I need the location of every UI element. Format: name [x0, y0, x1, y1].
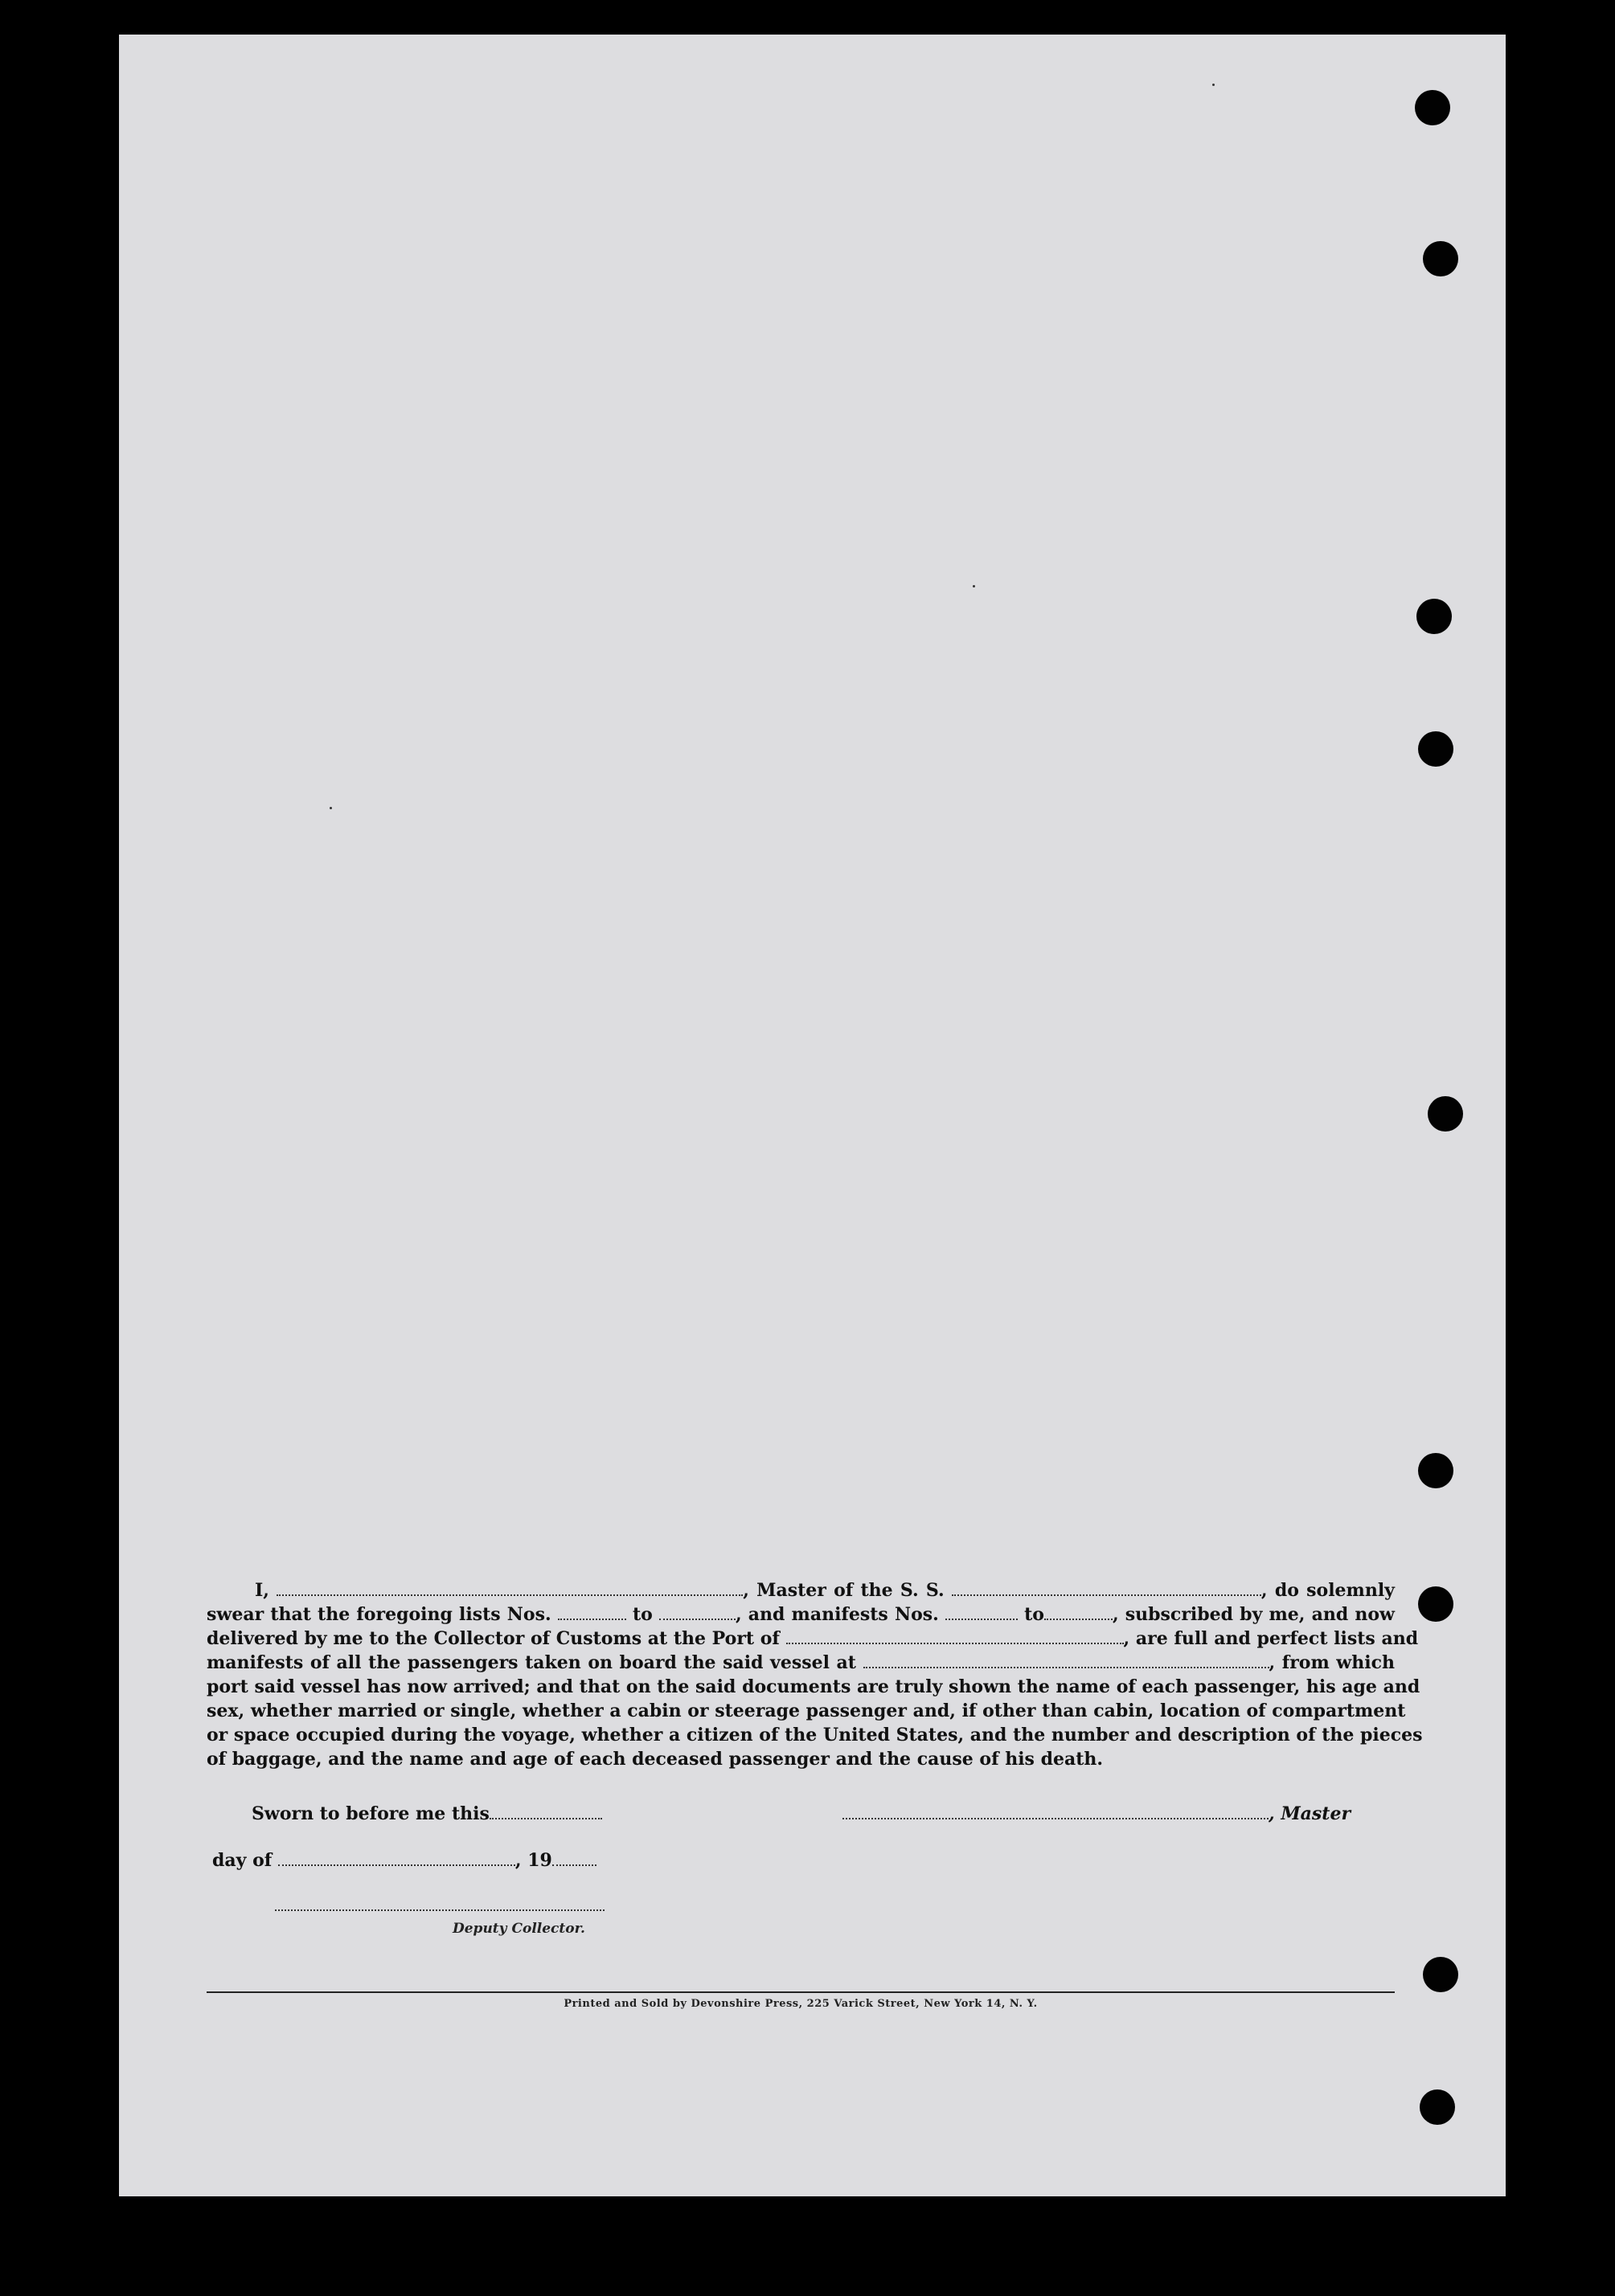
deputy-signature-blank: [275, 1895, 605, 1911]
oath-paragraph: [207, 1578, 1423, 1771]
deputy-collector-label: Deputy Collector.: [453, 1921, 585, 1937]
year-label: , 19: [514, 1850, 552, 1871]
punch-hole: [1418, 1453, 1453, 1488]
oath-line-2: [207, 1602, 1395, 1627]
list-to-blank: [659, 1604, 736, 1620]
form-page: [119, 35, 1506, 2196]
master-signature-blank: [842, 1803, 1269, 1819]
punch-hole: [1420, 2089, 1455, 2125]
oath-text: , are full and perfect lists and: [1123, 1628, 1419, 1649]
oath-text: I,: [255, 1580, 269, 1601]
punch-hole: [1418, 731, 1453, 767]
oath-text: swear that the foregoing lists Nos.: [207, 1604, 551, 1625]
oath-text: delivered by me to the Collector of Customs at the Port of: [207, 1628, 780, 1649]
oath-text: manifests of all the passengers taken on board the said vessel at: [207, 1652, 856, 1673]
oath-line-6: sex, whether married or single, whether a cabin or steerage passenger and, if other than cabin, location of compartment: [207, 1701, 1406, 1721]
master-name-blank: [277, 1580, 743, 1596]
punch-hole: [1423, 241, 1458, 276]
oath-text: to: [632, 1604, 653, 1625]
deputy-signature-line: [275, 1895, 605, 1916]
paper-speck: [973, 585, 975, 587]
paper-speck: [1212, 84, 1215, 86]
printer-credit: Printed and Sold by Devonshire Press, 225 Varick Street, New York 14, N. Y.: [564, 1998, 1038, 2010]
paper-speck: [330, 807, 332, 809]
oath-text: , from which: [1269, 1652, 1395, 1673]
punch-hole: [1418, 1586, 1453, 1622]
sworn-day-blank: [490, 1803, 602, 1819]
footer-rule: [207, 1991, 1395, 1993]
sworn-label: Sworn to before me this: [252, 1803, 490, 1824]
master-label: , Master: [1269, 1803, 1351, 1824]
manifest-to-blank: [1044, 1604, 1113, 1620]
year-blank: [552, 1850, 596, 1866]
oath-text: , do solemnly: [1260, 1580, 1395, 1601]
oath-line-1: [207, 1578, 1395, 1602]
oath-line-7: or space occupied during the voyage, whether a citizen of the United States, and the number and description of the pieces: [207, 1725, 1423, 1746]
oath-text: , and manifests Nos.: [735, 1604, 939, 1625]
oath-line-3: [207, 1627, 1419, 1651]
manifest-from-blank: [945, 1604, 1018, 1620]
oath-line-5: port said vessel has now arrived; and that on the said documents are truly shown the name of each passenger, his age and: [207, 1676, 1420, 1697]
ship-name-blank: [952, 1580, 1261, 1596]
punch-hole: [1415, 90, 1450, 125]
day-of-label: day of: [212, 1850, 273, 1871]
oath-text: , subscribed by me, and now: [1112, 1604, 1395, 1625]
oath-text: to: [1024, 1604, 1044, 1625]
sworn-line: [252, 1803, 602, 1824]
day-of-line: [212, 1850, 596, 1871]
oath-line-4: [207, 1651, 1395, 1675]
month-blank: [278, 1850, 515, 1866]
port-blank: [786, 1628, 1124, 1644]
punch-hole: [1428, 1096, 1463, 1132]
list-from-blank: [558, 1604, 626, 1620]
oath-line-8: of baggage, and the name and age of each deceased passenger and the cause of his death.: [207, 1749, 1104, 1770]
punch-hole: [1416, 599, 1452, 634]
punch-hole: [1423, 1957, 1458, 1992]
embark-port-blank: [863, 1652, 1269, 1668]
master-signature-line: [842, 1803, 1351, 1824]
oath-text: , Master of the S. S.: [743, 1580, 945, 1601]
